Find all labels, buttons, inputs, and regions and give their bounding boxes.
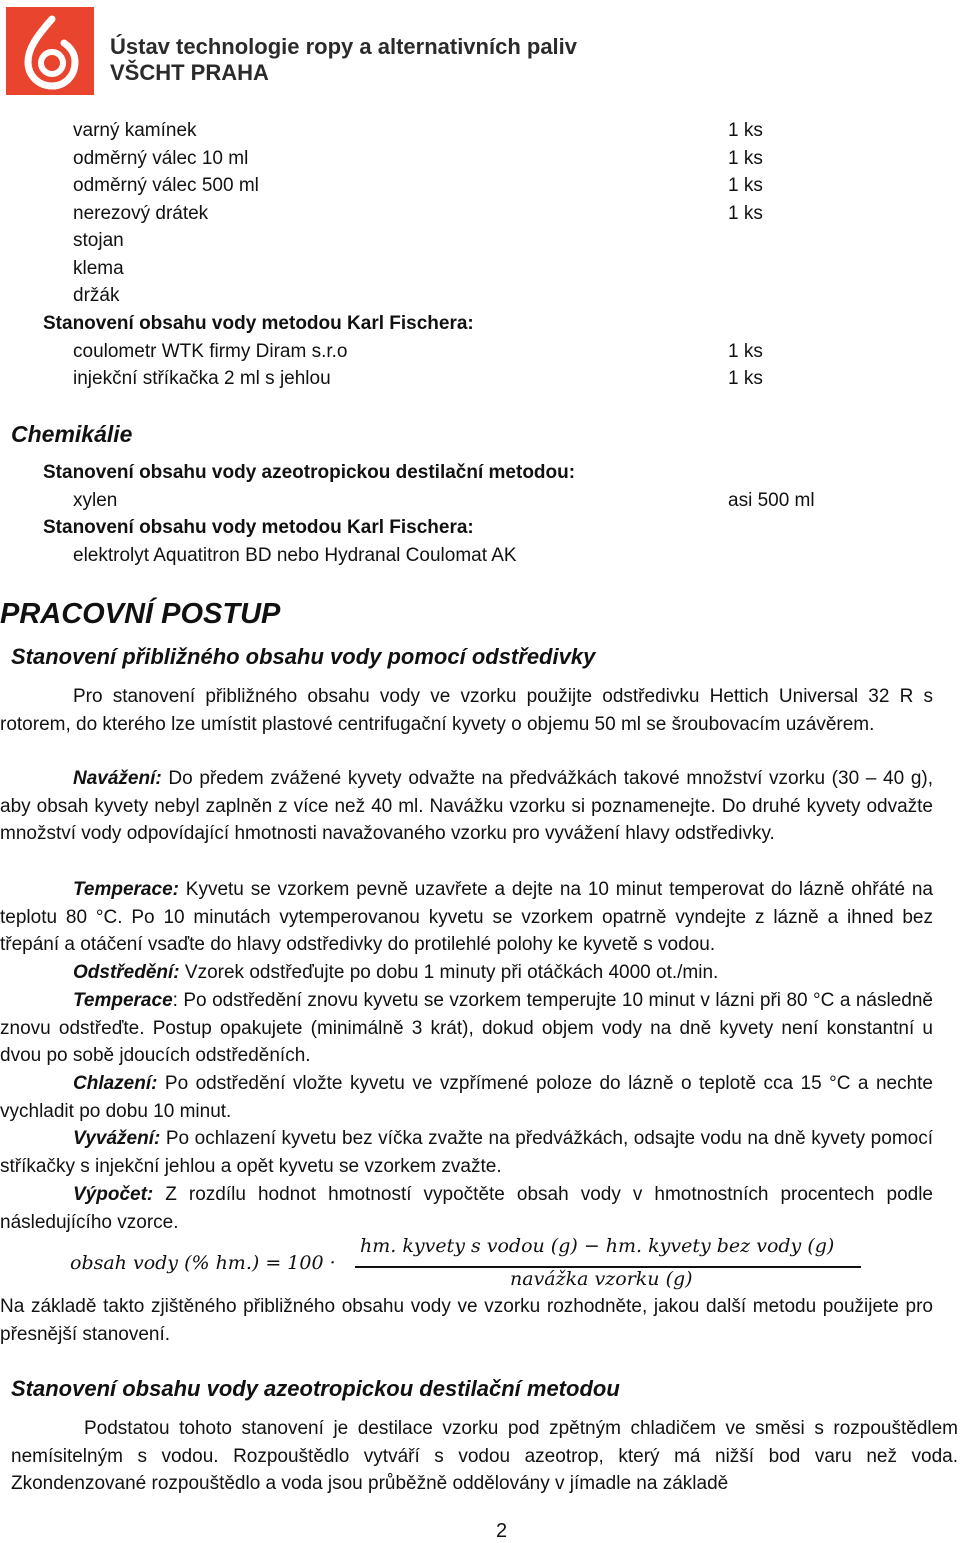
step-text: Do předem zvážené kyvety odvažte na předvážkách takové množství vzorku (30 – 40 g), aby obsah kyvety nebyl zaplněn z více než 40 ml. Navážku vzorku si poznamenejte. Do druhé kyvety odvažte množství vody odpovídající hmotnosti navažovaného vzorku pro vyvážení hlavy odstředivky.: [0, 768, 933, 844]
step-text: Po ochlazení kyvetu bez víčka zvažte na předvážkách, odsajte vodu na dně kyvety pomocí stříkačky s injekční jehlou a opět kyvetu se vzorkem zvažte.: [0, 1128, 933, 1177]
university-name: VŠCHT PRAHA: [110, 60, 269, 85]
step-text: Kyvetu se vzorkem pevně uzavřete a dejte na 10 minut temperovat do lázně ohřáté na teplotu 80 °C. Po 10 minutách vytemperovanou kyvetu se vzorkem opatrně vyndejte z lázně a ihned bez třepání a otáčení vsaďte do hlavy odstředivky do protilehlé polohy ke kyvetě s vodou.: [0, 879, 933, 955]
equipment-item: stojan: [73, 230, 124, 251]
step-lead: Navážení:: [73, 768, 162, 789]
formula-numerator: hm. kyvety s vodou (g) − hm. kyvety bez vody (g): [360, 1235, 835, 1257]
equipment-qty: 1 ks: [728, 148, 763, 169]
paragraph-step: [0, 765, 933, 848]
step-lead: Chlazení:: [73, 1073, 158, 1094]
formula-lhs: obsah vody (% hm.) = 100 ·: [70, 1252, 336, 1274]
step-lead: Temperace: [73, 990, 173, 1011]
formula-denominator: navážka vzorku (g): [510, 1268, 693, 1290]
equipment-item: injekční stříkačka 2 ml s jehlou: [73, 368, 331, 389]
equipment-item: coulometr WTK firmy Diram s.r.o: [73, 341, 348, 362]
paragraph-conclusion: Na základě takto zjištěného přibližného obsahu vody ve vzorku rozhodněte, jakou další metodu použijete pro přesnější stanovení.: [0, 1296, 933, 1345]
step-lead: Temperace:: [73, 879, 179, 900]
paragraph-intro: Pro stanovení přibližného obsahu vody ve vzorku použijte odstředivku Hettich Universal 32 R s rotorem, do kterého lze umístit plastové centrifugační kyvety o objemu 50 ml se šroubovacím uzávěrem.: [0, 686, 933, 735]
step-text: Vzorek odstřeďujte po dobu 1 minuty při otáčkách 4000 ot./min.: [179, 962, 719, 983]
equipment-qty: 1 ks: [728, 203, 763, 224]
equipment-item: klema: [73, 258, 124, 279]
paragraph-step: [0, 1070, 933, 1125]
chemicals-heading: Chemikálie: [11, 421, 133, 447]
paragraph-step: [0, 959, 933, 987]
equipment-qty: 1 ks: [728, 368, 763, 389]
equipment-item: varný kamínek: [73, 120, 197, 141]
drop-logo-icon: [6, 7, 94, 95]
kf-chemicals-heading: Stanovení obsahu vody metodou Karl Fischera:: [43, 517, 474, 538]
step-text: Z rozdílu hodnot hmotností vypočtěte obsah vody v hmotnostních procentech podle následujícího vzorce.: [0, 1184, 933, 1233]
equipment-item: držák: [73, 285, 120, 306]
step-lead: Výpočet:: [73, 1184, 154, 1205]
equipment-qty: 1 ks: [728, 120, 763, 141]
azeo-chemicals-heading: Stanovení obsahu vody azeotropickou destilační metodou:: [43, 462, 576, 483]
equipment-qty: 1 ks: [728, 341, 763, 362]
step-text: : Po odstředění znovu kyvetu se vzorkem temperujte 10 minut v lázni při 80 °C a následně znovu odstřeďte. Postup opakujete (minimálně 3 krát), dokud objem vody na dně kyvety není konstantní u dvou po sobě jdoucích odstředěních.: [0, 990, 933, 1066]
paragraph-step: [0, 1181, 933, 1236]
equipment-item: nerezový drátek: [73, 203, 209, 224]
step-text: Po odstředění vložte kyvetu ve vzpřímené poloze do lázně o teplotě cca 15 °C a nechte vychladit po dobu 10 minut.: [0, 1073, 933, 1122]
page-number: 2: [496, 1520, 508, 1542]
chemical-qty: asi 500 ml: [728, 490, 815, 511]
procedure-heading: PRACOVNÍ POSTUP: [0, 598, 281, 630]
step-lead: Odstředění:: [73, 962, 180, 983]
chemical-item: xylen: [73, 490, 118, 511]
chemical-item: elektrolyt Aquatitron BD nebo Hydranal Coulomat AK: [73, 545, 517, 566]
paragraph-step: [0, 1125, 933, 1180]
section-heading: Stanovení obsahu vody azeotropickou destilační metodou: [11, 1376, 620, 1401]
kf-equipment-heading: Stanovení obsahu vody metodou Karl Fischera:: [43, 313, 474, 334]
equipment-item: odměrný válec 10 ml: [73, 148, 249, 169]
section-heading: Stanovení přibližného obsahu vody pomocí odstředivky: [11, 644, 596, 669]
paragraph-step: [0, 987, 933, 1070]
paragraph-step: [0, 876, 933, 959]
equipment-item: odměrný válec 500 ml: [73, 175, 259, 196]
equipment-qty: 1 ks: [728, 175, 763, 196]
institute-name: Ústav technologie ropy a alternativních paliv: [110, 34, 578, 59]
institute-logo: [6, 7, 94, 95]
step-lead: Vyvážení:: [73, 1128, 161, 1149]
paragraph-azeotropic: Podstatou tohoto stanovení je destilace vzorku pod zpětným chladičem ve směsi s rozpouštědlem nemísitelným s vodou. Rozpouštědlo vytváří s vodou azeotrop, který má nižší bod varu než voda. Zkondenzované rozpouštědlo a voda jsou průběžně oddělovány v jímadle na základě: [11, 1418, 958, 1494]
